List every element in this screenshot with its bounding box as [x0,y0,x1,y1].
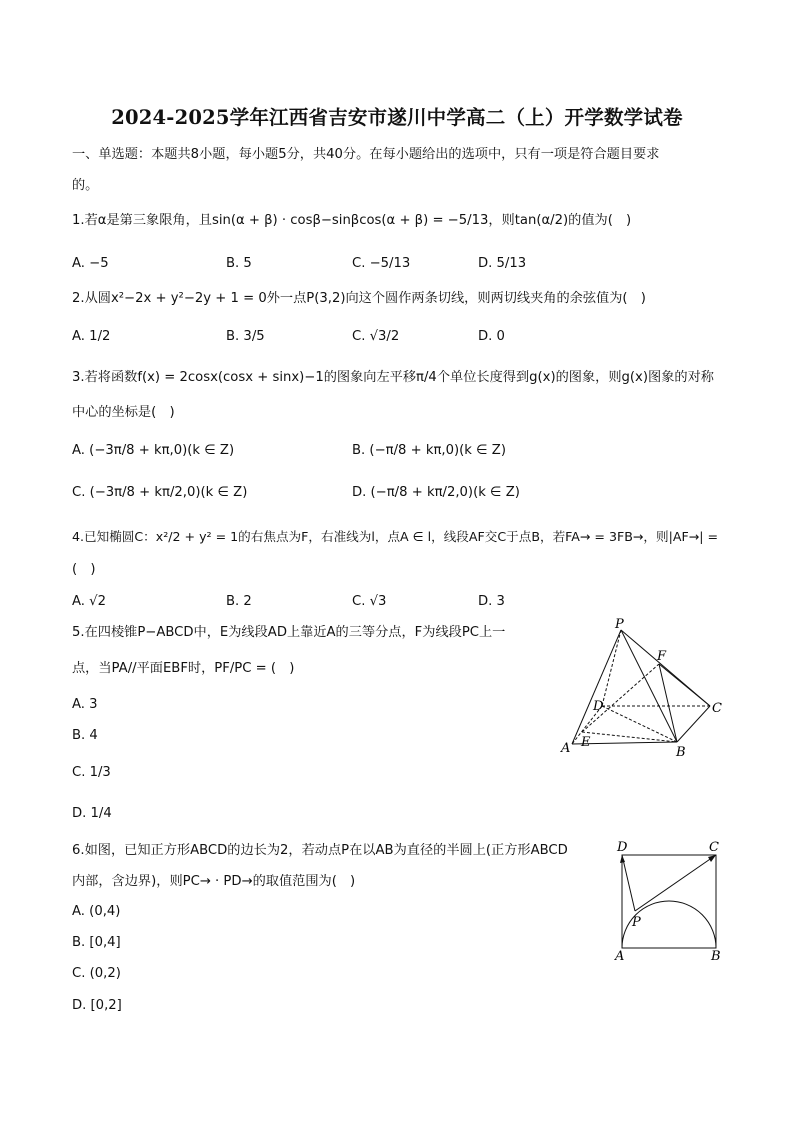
fig5-label-a: A [561,741,571,756]
question-5-stem: 5.在四棱锥P−ABCD中，E为线段AD上靠近A的三等分点，F为线段PC上一 [72,625,506,640]
section-heading-cont: 的。 [72,178,99,193]
question-4-stem: 4.已知椭圆C：x²/2 + y² = 1的右焦点为F，右准线为l，点A ∈ l，线段AF交C于点B，若FA→ = 3FB→，则|AF→| = [72,529,719,544]
question-5-option-b[interactable]: B. 4 [72,728,98,743]
question-5-option-c[interactable]: C. 1/3 [72,765,111,780]
fig6-label-a: A [615,949,625,964]
fig5-label-p: P [615,618,624,632]
section-heading: 一、单选题：本题共8小题，每小题5分，共40分。在每小题给出的选项中，只有一项是符合题目要求 [72,147,660,162]
question-3-option-b[interactable]: B. (−π/8 + kπ,0)(k ∈ Z) [352,443,506,458]
question-4-option-b[interactable]: B. 2 [226,594,252,609]
question-1-option-a[interactable]: A. −5 [72,256,109,271]
question-3-stem: 3.若将函数f(x) = 2cosx(cosx + sinx)−1的图象向左平移π/4个单位长度得到g(x)的图象，则g(x)图象的对称 [72,370,714,385]
fig6-label-b: B [711,949,721,964]
question-6-option-c[interactable]: C. (0,2) [72,966,121,981]
fig5-label-b: B [676,745,686,760]
fig5-label-e: E [581,735,591,750]
question-2-option-b[interactable]: B. 3/5 [226,329,265,344]
fig6-label-c: C [709,840,719,855]
question-6-option-d[interactable]: D. [0,2] [72,998,122,1013]
question-3-option-a[interactable]: A. (−3π/8 + kπ,0)(k ∈ Z) [72,443,235,458]
question-5-option-a[interactable]: A. 3 [72,697,98,712]
question-6-stem-cont: 内部，含边界)，则PC→ · PD→的取值范围为( ) [72,874,356,889]
question-6-option-a[interactable]: A. (0,4) [72,904,121,919]
question-6-stem: 6.如图，已知正方形ABCD的边长为2，若动点P在以AB为直径的半圆上(正方形ABCD [72,843,568,858]
question-2-option-d[interactable]: D. 0 [478,329,505,344]
question-1-stem: 1.若α是第三象限角，且sin(α + β) · cosβ−sinβcos(α + β) = −5/13，则tan(α/2)的值为( ) [72,213,632,228]
question-1-option-c[interactable]: C. −5/13 [352,256,411,271]
question-6-square-figure [608,838,733,966]
page-title: 2024-2025学年江西省吉安市遂川中学高二（上）开学数学试卷 [111,106,683,129]
question-4-option-c[interactable]: C. √3 [352,594,387,609]
question-6-option-b[interactable]: B. [0,4] [72,935,121,950]
question-5-option-d[interactable]: D. 1/4 [72,806,112,821]
question-4-option-d[interactable]: D. 3 [478,594,505,609]
question-2-option-c[interactable]: C. √3/2 [352,329,400,344]
question-3-stem-cont: 中心的坐标是( ) [72,405,175,420]
fig5-label-d: D [593,699,604,714]
fig5-label-c: C [712,701,722,716]
question-2-option-a[interactable]: A. 1/2 [72,329,111,344]
question-5-stem-cont: 点，当PA//平面EBF时，PF/PC = ( ) [72,661,295,676]
question-5-pyramid-figure [555,618,730,763]
fig6-label-d: D [617,840,628,855]
question-4-stem-cont: ( ) [72,562,96,577]
question-4-option-a[interactable]: A. √2 [72,594,106,609]
question-3-option-c[interactable]: C. (−3π/8 + kπ/2,0)(k ∈ Z) [72,485,248,500]
question-3-option-d[interactable]: D. (−π/8 + kπ/2,0)(k ∈ Z) [352,485,520,500]
question-2-stem: 2.从圆x²−2x + y²−2y + 1 = 0外一点P(3,2)向这个圆作两条切线，则两切线夹角的余弦值为( ) [72,291,646,306]
question-1-option-d[interactable]: D. 5/13 [478,256,527,271]
fig5-label-f: F [657,649,667,664]
question-1-option-b[interactable]: B. 5 [226,256,252,271]
fig6-label-p: P [632,915,641,930]
